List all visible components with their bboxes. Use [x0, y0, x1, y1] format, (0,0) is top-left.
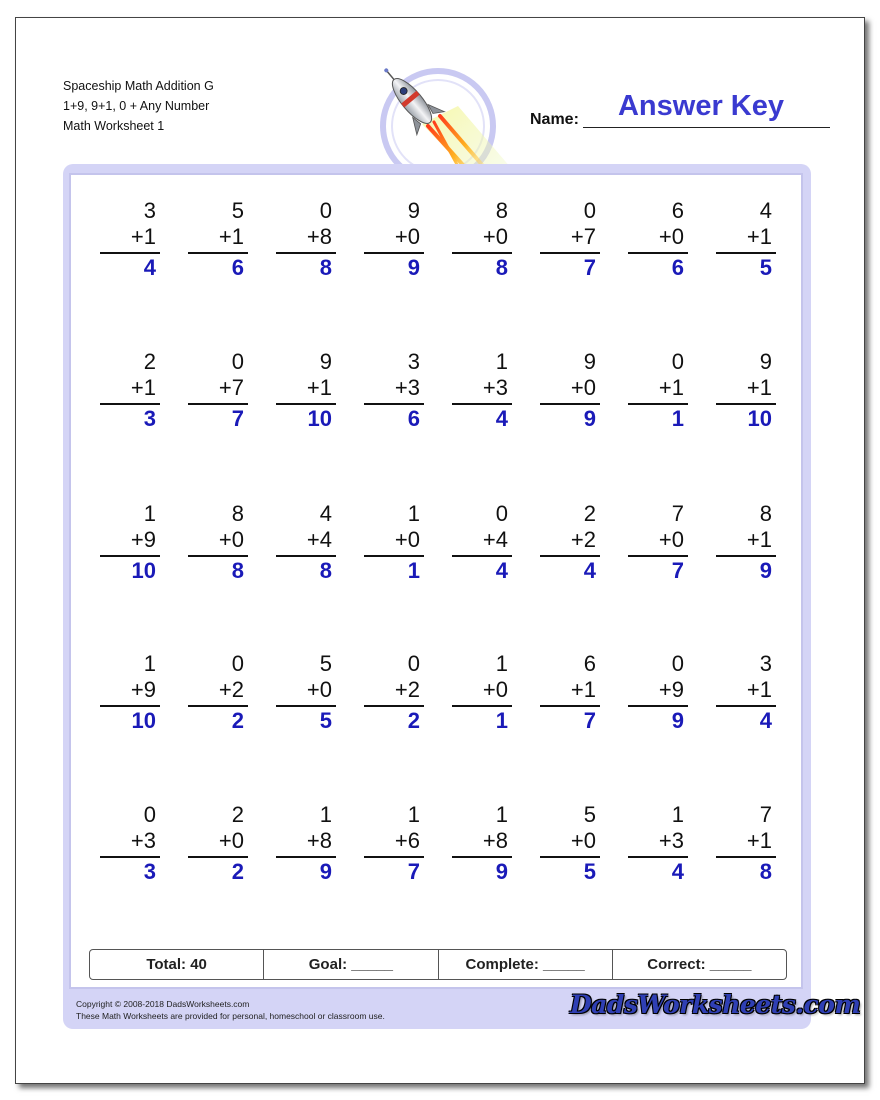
addition-problem — [188, 198, 248, 282]
answer: 1 — [407, 558, 420, 583]
correct-cell: Correct: _____ — [647, 956, 752, 973]
worksheet-header — [63, 76, 214, 136]
addend-top: 1 — [407, 802, 420, 827]
total-cell: Total: 40 — [90, 950, 264, 979]
addend-top: 1 — [671, 802, 684, 827]
addend-bottom: +0 — [570, 828, 596, 853]
answer: 9 — [759, 558, 772, 583]
worksheet-subtitle: 1+9, 9+1, 0 + Any Number — [63, 99, 210, 113]
addend-bottom: +0 — [658, 224, 684, 249]
addend-top: 0 — [143, 802, 156, 827]
addend-top: 1 — [495, 651, 508, 676]
addition-problem — [452, 198, 512, 282]
addend-top: 4 — [319, 501, 332, 526]
addend-top: 9 — [319, 349, 332, 374]
addend-bottom: +1 — [130, 375, 156, 400]
addend-bottom: +9 — [130, 527, 156, 552]
answer: 4 — [143, 255, 156, 280]
addend-top: 0 — [231, 651, 244, 676]
addend-top: 0 — [231, 349, 244, 374]
addition-problem — [540, 802, 600, 886]
goal-cell: Goal: _____ — [264, 950, 438, 979]
addition-problem — [276, 501, 336, 585]
answer: 9 — [319, 859, 332, 884]
addition-problem — [628, 802, 688, 886]
answer: 2 — [407, 708, 420, 733]
addend-top: 8 — [495, 198, 508, 223]
answer: 7 — [671, 558, 684, 583]
addend-top: 0 — [319, 198, 332, 223]
answer: 8 — [319, 558, 332, 583]
addend-bottom: +8 — [482, 828, 508, 853]
addend-top: 1 — [495, 802, 508, 827]
addend-bottom: +2 — [394, 677, 420, 702]
addend-bottom: +3 — [394, 375, 420, 400]
answer: 9 — [671, 708, 684, 733]
addend-top: 8 — [759, 501, 772, 526]
addend-bottom: +4 — [482, 527, 508, 552]
copyright — [76, 998, 385, 1022]
answer: 7 — [407, 859, 420, 884]
addition-problem — [188, 349, 248, 433]
answer: 10 — [747, 406, 772, 431]
addend-bottom: +1 — [570, 677, 596, 702]
addend-top: 3 — [407, 349, 420, 374]
addend-bottom: +1 — [658, 375, 684, 400]
addend-top: 7 — [759, 802, 772, 827]
answer: 9 — [407, 255, 420, 280]
addend-bottom: +0 — [482, 224, 508, 249]
addition-problem — [364, 501, 424, 585]
addend-bottom: +1 — [130, 224, 156, 249]
addition-problem — [364, 651, 424, 735]
answer: 10 — [131, 708, 156, 733]
addend-bottom: +1 — [746, 828, 772, 853]
addend-top: 0 — [671, 651, 684, 676]
addend-bottom: +7 — [570, 224, 596, 249]
addend-top: 2 — [143, 349, 156, 374]
addition-problem — [628, 501, 688, 585]
answer: 10 — [307, 406, 332, 431]
addend-bottom: +0 — [218, 828, 244, 853]
addend-bottom: +0 — [218, 527, 244, 552]
answer: 10 — [131, 558, 156, 583]
addend-bottom: +3 — [482, 375, 508, 400]
usage-line: These Math Worksheets are provided for personal, homeschool or classroom use. — [76, 1011, 385, 1021]
addend-top: 6 — [671, 198, 684, 223]
addend-top: 0 — [407, 651, 420, 676]
answer: 6 — [231, 255, 244, 280]
addition-problem — [540, 501, 600, 585]
answer: 4 — [583, 558, 596, 583]
addition-problem — [100, 651, 160, 735]
addition-problem — [716, 501, 776, 585]
addition-problem — [276, 198, 336, 282]
addend-bottom: +6 — [394, 828, 420, 853]
addition-problem — [540, 349, 600, 433]
addend-top: 1 — [143, 651, 156, 676]
addition-problem — [452, 349, 512, 433]
addend-bottom: +0 — [658, 527, 684, 552]
answer: 5 — [583, 859, 596, 884]
answer: 2 — [231, 708, 244, 733]
addend-top: 1 — [319, 802, 332, 827]
answer: 1 — [495, 708, 508, 733]
addend-bottom: +4 — [306, 527, 332, 552]
addend-top: 4 — [759, 198, 772, 223]
answer: 6 — [671, 255, 684, 280]
problem-area — [69, 173, 803, 989]
answer: 1 — [671, 406, 684, 431]
answer: 5 — [759, 255, 772, 280]
name-line — [583, 127, 830, 128]
addend-bottom: +0 — [482, 677, 508, 702]
addend-top: 3 — [143, 198, 156, 223]
addition-problem — [100, 501, 160, 585]
worksheet-title: Spaceship Math Addition G — [63, 79, 214, 93]
addend-top: 0 — [495, 501, 508, 526]
addend-bottom: +2 — [570, 527, 596, 552]
addition-problem — [100, 802, 160, 886]
answer: 4 — [495, 406, 508, 431]
addend-bottom: +1 — [746, 375, 772, 400]
answer: 7 — [583, 255, 596, 280]
addend-bottom: +3 — [130, 828, 156, 853]
addition-problem — [716, 651, 776, 735]
addend-bottom: +0 — [306, 677, 332, 702]
addition-problem — [452, 651, 512, 735]
addend-bottom: +9 — [130, 677, 156, 702]
addition-problem — [628, 349, 688, 433]
addend-top: 2 — [583, 501, 596, 526]
addition-problem — [716, 802, 776, 886]
answer: 8 — [759, 859, 772, 884]
addend-bottom: +1 — [218, 224, 244, 249]
answer: 8 — [495, 255, 508, 280]
addend-bottom: +8 — [306, 224, 332, 249]
addend-bottom: +3 — [658, 828, 684, 853]
answer: 4 — [759, 708, 772, 733]
addend-top: 9 — [759, 349, 772, 374]
answer: 7 — [231, 406, 244, 431]
worksheet-number: Math Worksheet 1 — [63, 119, 165, 133]
addition-problem — [716, 198, 776, 282]
addend-bottom: +8 — [306, 828, 332, 853]
brand-logo: DadsWorksheets.com — [570, 990, 861, 1019]
addend-top: 1 — [143, 501, 156, 526]
addend-top: 9 — [407, 198, 420, 223]
addend-top: 5 — [583, 802, 596, 827]
addition-problem — [276, 349, 336, 433]
addend-top: 8 — [231, 501, 244, 526]
addend-top: 2 — [231, 802, 244, 827]
answer: 9 — [495, 859, 508, 884]
addend-bottom: +1 — [746, 224, 772, 249]
addition-problem — [628, 198, 688, 282]
addend-bottom: +9 — [658, 677, 684, 702]
addend-top: 0 — [583, 198, 596, 223]
addend-top: 1 — [495, 349, 508, 374]
addend-bottom: +7 — [218, 375, 244, 400]
answer-key: Answer Key — [617, 90, 784, 122]
copyright-line: Copyright © 2008-2018 DadsWorksheets.com — [76, 999, 250, 1009]
complete-cell: Complete: _____ — [439, 950, 613, 979]
answer: 6 — [407, 406, 420, 431]
addend-bottom: +1 — [746, 527, 772, 552]
answer: 4 — [671, 859, 684, 884]
addition-problem — [276, 651, 336, 735]
addend-top: 0 — [671, 349, 684, 374]
answer: 3 — [143, 859, 156, 884]
addend-top: 3 — [759, 651, 772, 676]
addend-top: 5 — [231, 198, 244, 223]
addition-problem — [364, 349, 424, 433]
addition-problem — [100, 198, 160, 282]
addend-top: 9 — [583, 349, 596, 374]
addition-problem — [628, 651, 688, 735]
answer: 2 — [231, 859, 244, 884]
name-label: Name: — [530, 111, 579, 128]
answer: 3 — [143, 406, 156, 431]
problem-frame — [63, 164, 861, 1029]
addend-top: 7 — [671, 501, 684, 526]
addition-problem — [100, 349, 160, 433]
answer: 8 — [231, 558, 244, 583]
addend-bottom: +0 — [394, 527, 420, 552]
addition-problem — [452, 802, 512, 886]
addition-problem — [540, 651, 600, 735]
addition-problem — [276, 802, 336, 886]
addition-problem — [364, 802, 424, 886]
addition-problem — [540, 198, 600, 282]
answer: 8 — [319, 255, 332, 280]
addend-bottom: +0 — [570, 375, 596, 400]
answer: 9 — [583, 406, 596, 431]
addition-problem — [188, 651, 248, 735]
addend-top: 6 — [583, 651, 596, 676]
addition-problem — [188, 501, 248, 585]
addend-top: 1 — [407, 501, 420, 526]
addition-problem — [452, 501, 512, 585]
addition-problem — [188, 802, 248, 886]
addend-bottom: +2 — [218, 677, 244, 702]
addend-top: 5 — [319, 651, 332, 676]
answer: 4 — [495, 558, 508, 583]
addition-problem — [364, 198, 424, 282]
addend-bottom: +0 — [394, 224, 420, 249]
addend-bottom: +1 — [306, 375, 332, 400]
answer: 5 — [319, 708, 332, 733]
answer: 7 — [583, 708, 596, 733]
score-bar — [89, 949, 787, 980]
addition-problem — [716, 349, 776, 433]
addend-bottom: +1 — [746, 677, 772, 702]
